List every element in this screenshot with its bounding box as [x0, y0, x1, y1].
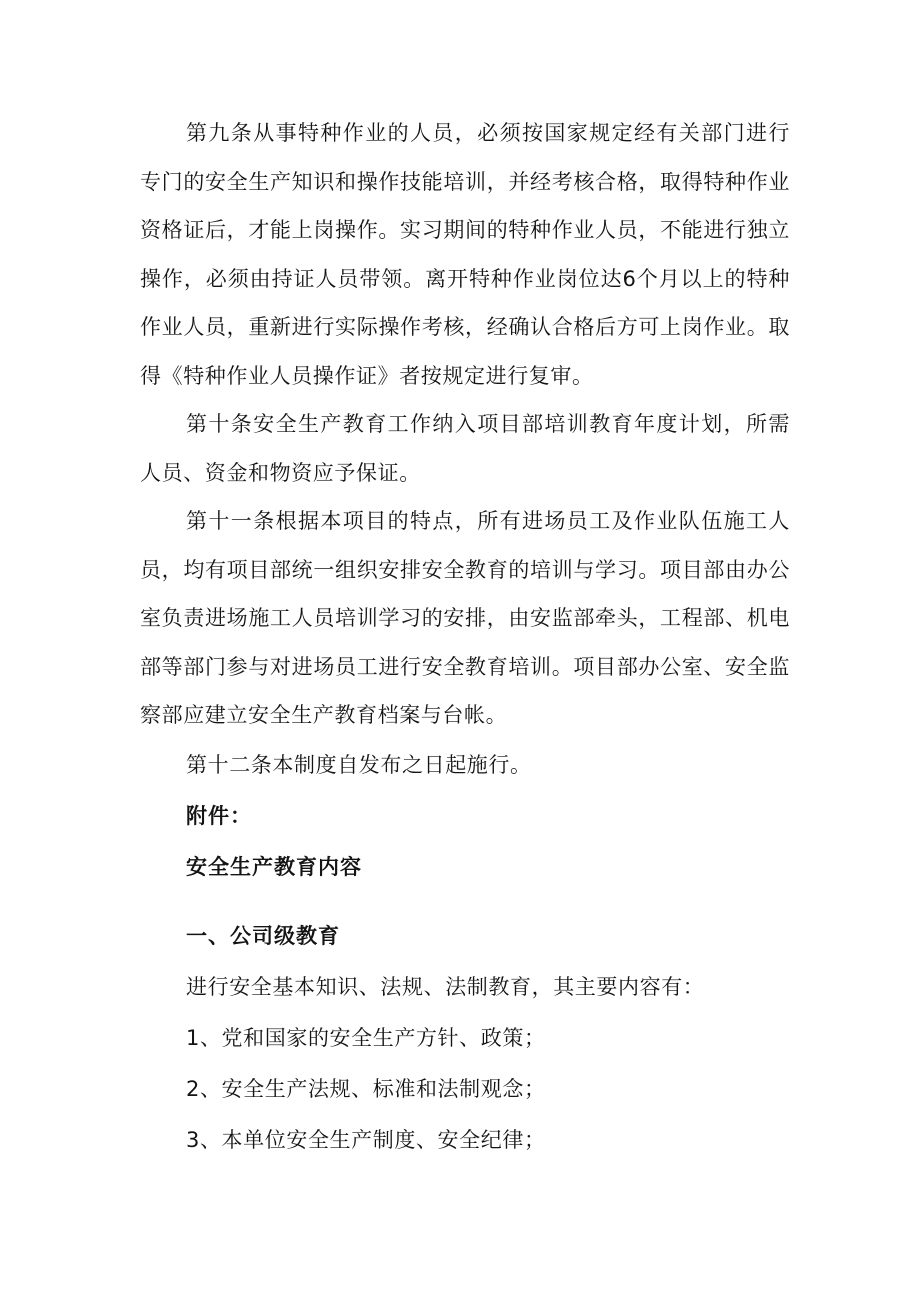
article-11-paragraph: 第十一条根据本项目的特点，所有进场员工及作业队伍施工人员，均有项目部统一组织安排安全教育的培训与学习。项目部由办公室负责进场施工人员培训学习的安排，由安监部牵头，工程部、机电部等部门参与对进场员工进行安全教育培训。项目部办公室、安全监察部应建立安全生产教育档案与台帐。 — [140, 509, 790, 727]
section-1-heading: 一、公司级教育 — [186, 924, 340, 948]
article-9-paragraph: 第九条从事特种作业的人员，必须按国家规定经有关部门进行专门的安全生产知识和操作技能培训，并经考核合格，取得特种作业资格证后，才能上岗操作。实习期间的特种作业人员，不能进行独立操作，必须由持证人员带领。离开特种作业岗位达6个月以上的特种作业人员，重新进行实际操作考核，经确认合格后方可上岗作业。取得《特种作业人员操作证》者按规定进行复审。 — [140, 121, 790, 388]
list-item: 2、安全生产法规、标准和法制观念； — [186, 1077, 546, 1101]
article-12-paragraph: 第十二条本制度自发布之日起施行。 — [186, 753, 532, 777]
section-1-intro: 进行安全基本知识、法规、法制教育，其主要内容有： — [186, 975, 705, 999]
list-item: 3、本单位安全生产制度、安全纪律； — [186, 1128, 546, 1152]
attachment-title: 安全生产教育内容 — [186, 855, 362, 879]
article-10-paragraph: 第十条安全生产教育工作纳入项目部培训教育年度计划，所需人员、资金和物资应予保证。 — [140, 412, 790, 485]
attachment-label: 附件： — [186, 804, 252, 828]
list-item: 1、党和国家的安全生产方针、政策； — [186, 1026, 546, 1050]
